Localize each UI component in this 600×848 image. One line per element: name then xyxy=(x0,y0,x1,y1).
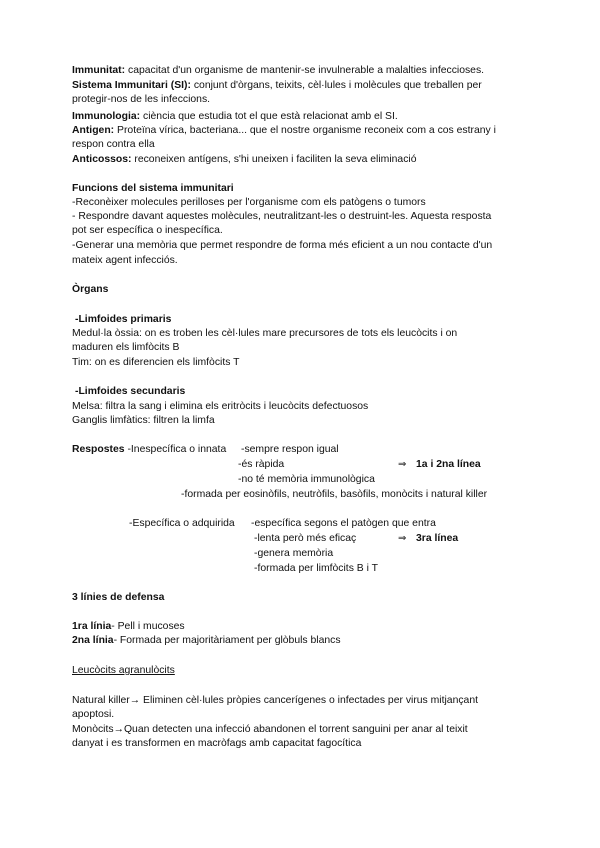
heading-limfoides-secundaris xyxy=(72,385,185,399)
text-line: -lenta però més eficaç xyxy=(254,533,357,544)
text: - Formada per majoritàriament per glòbuls blancs xyxy=(113,635,341,646)
text: Proteïna vírica, bacteriana... que el nostre organisme reconeix com a cos estrany i xyxy=(114,125,496,136)
text-line: Medul·la òssia: on es troben les cèl·lules mare precursores de tots els leucòcits i on xyxy=(72,328,458,339)
term-si: Sistema Immunitari (SI): xyxy=(72,80,191,91)
text: 1a i 2na línea xyxy=(416,459,481,470)
heading-leucocits xyxy=(72,664,175,678)
text-line: respon contra ella xyxy=(72,139,155,150)
text-line: -genera memòria xyxy=(254,548,334,559)
linia-1 xyxy=(72,620,185,634)
text: conjunt d'òrgans, teixits, cèl·lules i molècules que treballen per xyxy=(190,80,482,91)
heading-limfoides-primaris xyxy=(72,313,171,327)
def-immunitat xyxy=(72,64,484,78)
text: reconeixen antígens, s'hi uneixen i faciliten la seva eliminació xyxy=(131,154,417,165)
text-line: -no té memòria immunològica xyxy=(238,474,375,485)
heading-text: -Limfoides secundaris xyxy=(75,386,186,397)
text-line: -Reconèixer molecules perilloses per l'organisme com els patògens o tumors xyxy=(72,197,426,208)
def-sistema-immunitari xyxy=(72,79,482,93)
heading-text: Leucòcits agranulòcits xyxy=(72,665,175,676)
lines-label xyxy=(416,532,458,546)
respostes-label: Respostes xyxy=(72,444,125,455)
def-anticossos xyxy=(72,153,416,167)
term: 1ra línia xyxy=(72,621,112,632)
text: - Pell i mucoses xyxy=(111,621,185,632)
heading-text: -Limfoides primaris xyxy=(75,314,172,325)
implies-arrow-icon: ⇒ xyxy=(398,459,407,470)
text-line: -Específica o adquirida xyxy=(129,518,235,529)
text-line: pot ser específica o inespecífica. xyxy=(72,225,223,236)
lines-label xyxy=(416,458,481,472)
text-line: -és ràpida xyxy=(238,459,285,470)
heading-organs xyxy=(72,283,108,297)
text-line: -formada per limfòcits B i T xyxy=(254,563,378,574)
text: ciència que estudia tot el que està relacionat amb el SI. xyxy=(140,111,398,122)
text-line: - Respondre davant aquestes molècules, neutralitzant-les o destruint-les. Aquesta resposta xyxy=(72,211,492,222)
text-line: -formada per eosinòfils, neutròfils, basòfils, monòcits i natural killer xyxy=(181,489,488,500)
text-line: -específica segons el patògen que entra xyxy=(251,518,436,529)
heading-text: Funcions del sistema immunitari xyxy=(72,183,234,194)
term: 2na línia xyxy=(72,635,114,646)
text-line: apoptosi. xyxy=(72,709,115,720)
term-immunitat: Immunitat: xyxy=(72,65,126,76)
implies-arrow-icon: ⇒ xyxy=(398,533,407,544)
text-line: mateix agent infecciós. xyxy=(72,255,178,266)
text-line: protegir-nos de les infeccions. xyxy=(72,94,211,105)
term-anticossos: Anticossos: xyxy=(72,154,132,165)
heading-text: Òrgans xyxy=(72,284,109,295)
text-line: maduren els limfòcits B xyxy=(72,342,180,353)
term-antigen: Antigen: xyxy=(72,125,115,136)
text: -Inespecífica o innata xyxy=(124,444,227,455)
text-line: -Generar una memòria que permet respondre de forma més eficient a un nou contacte d'un xyxy=(72,240,493,251)
heading-text: 3 línies de defensa xyxy=(72,592,165,603)
text-line: Monòcits→Quan detecten una infecció abandonen el torrent sanguini per anar al teixit xyxy=(72,724,468,735)
text: 3ra línea xyxy=(416,533,459,544)
def-immunologia xyxy=(72,110,398,124)
def-antigen xyxy=(72,124,496,138)
heading-funcions xyxy=(72,182,234,196)
text-line: -sempre respon igual xyxy=(241,444,339,455)
text-line: Melsa: filtra la sang i elimina els eritròcits i leucòcits defectuosos xyxy=(72,401,369,412)
text: capacitat d'un organisme de mantenir-se invulnerable a malalties infeccioses. xyxy=(125,65,485,76)
text-line: Ganglis limfàtics: filtren la limfa xyxy=(72,415,215,426)
text-line: Tim: on es diferencien els limfòcits T xyxy=(72,357,240,368)
respostes-row xyxy=(72,443,226,457)
linia-2 xyxy=(72,634,341,648)
text-line: danyat i es transformen en macròfags amb capacitat fagocítica xyxy=(72,738,362,749)
heading-linies xyxy=(72,591,164,605)
term-immunologia: Immunologia: xyxy=(72,111,141,122)
text-line: Natural killer→ Eliminen cèl·lules pròpies cancerígenes o infectades per virus mitjançant xyxy=(72,695,478,706)
